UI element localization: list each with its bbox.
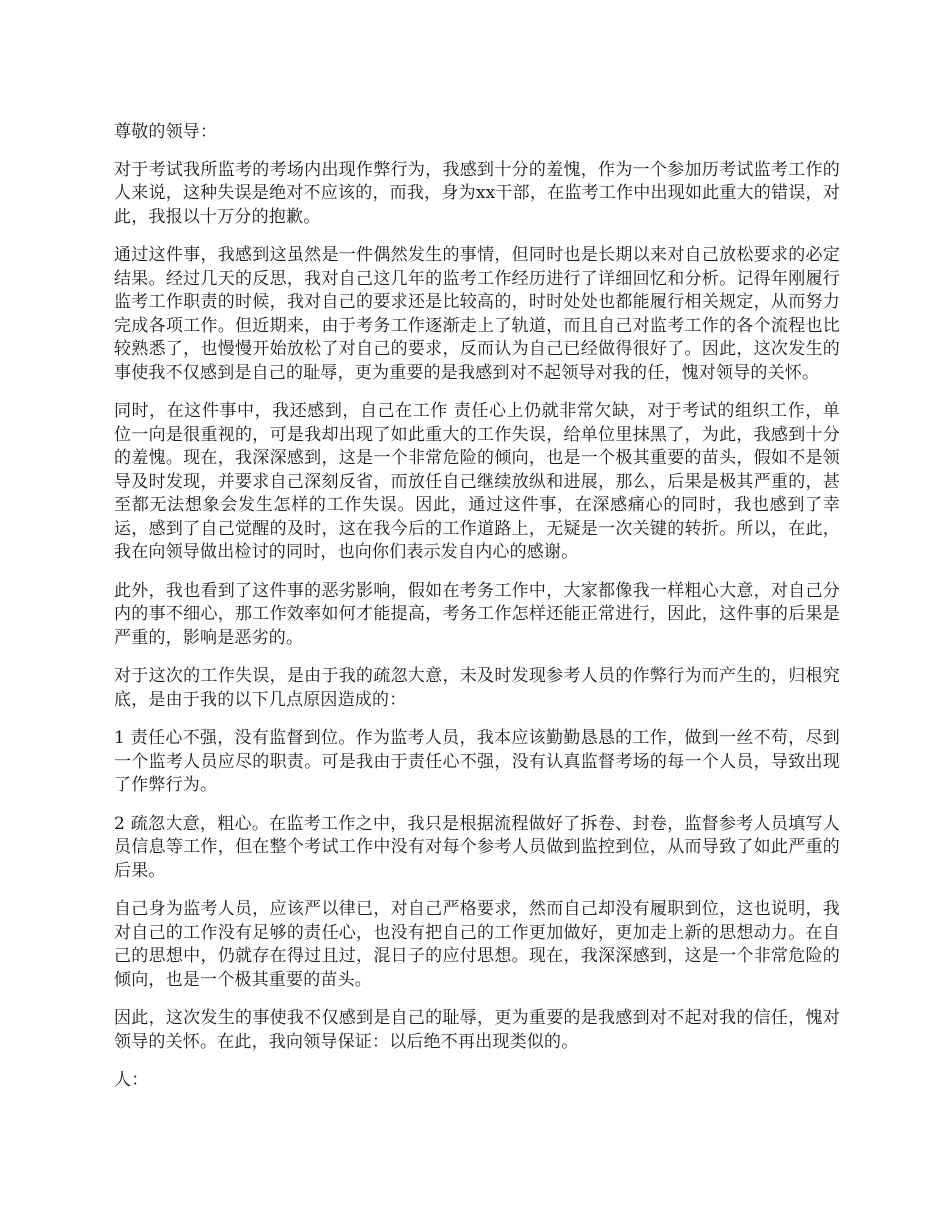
signature-line: 人： xyxy=(114,1070,149,1090)
paragraph-cause-2: 2 疏忽大意，粗心。在监考工作之中，我只是根据流程做好了拆卷、封卷，监督参考人员填写人员信息等工作，但在整个考试工作中没有对每个参考人员做到监控到位，从而导致了如此严重的后果。 xyxy=(114,813,840,881)
paragraph-cause-1: 1 责任心不强，没有监督到位。作为监考人员，我本应该勤勤恳恳的工作，做到一丝不苟，尽到一个监考人员应尽的职责。可是我由于责任心不强，没有认真监督考场的每一个人员，导致出现了作弊行为。 xyxy=(114,728,840,795)
paragraph-conclusion: 因此，这次发生的事使我不仅感到是自己的耻辱，更为重要的是我感到对不起对我的信任，愧对领导的关怀。在此，我向领导保证：以后绝不再出现类似的。 xyxy=(114,1008,840,1052)
paragraph-apology: 对于考试我所监考的考场内出现作弊行为，我感到十分的羞愧，作为一个参加历考试监考工作的人来说，这种失误是绝对不应该的，而我，身为xx干部，在监考工作中出现如此重大的错误，对此，我报以十万分的抱歉。 xyxy=(114,159,840,227)
paragraph-self-assessment: 自己身为监考人员，应该严以律已，对自己严格要求，然而自己却没有履职到位，这也说明，我对自己的工作没有足够的责任心，也没有把自己的工作更加做好，更加走上新的思想动力。在自己的思想中，仍就存在得过且过，混日子的应付思想。现在，我深深感到，这是一个非常危险的倾向，也是一个极其重要的苗头。 xyxy=(114,899,840,990)
paragraph-impact: 此外，我也看到了这件事的恶劣影响，假如在考务工作中，大家都像我一样粗心大意，对自己分内的事不细心，那工作效率如何才能提高，考务工作怎样还能正常进行，因此，这件事的后果是严重的，影响是恶劣的。 xyxy=(114,580,840,648)
paragraph-causes-intro: 对于这次的工作失误，是由于我的疏忽大意，未及时发现参考人员的作弊行为而产生的，归根究底，是由于我的以下几点原因造成的： xyxy=(114,666,840,710)
paragraph-responsibility: 同时，在这件事中，我还感到，自己在工作 责任心上仍就非常欠缺，对于考试的组织工作，单位一向是很重视的，可是我却出现了如此重大的工作失误，给单位里抹黑了，为此，我感到十分的羞愧。现在，我深深感到，这是一个非常危险的倾向，也是一个极其重要的苗头，假如不是领导及时发现，并要求自己深刻反省，而放任自己继续放纵和进展，那么，后果是极其严重的，甚至都无法想象会发生怎样的工作失误。因此，通过这件事，在深感痛心的同时，我也感到了幸运，感到了自己觉醒的及时，这在我今后的工作道路上，无疑是一次关键的转折。所以，在此，我在向领导做出检讨的同时，也向你们表示发自内心的感谢。 xyxy=(114,401,840,562)
paragraph-reflection: 通过这件事，我感到这虽然是一件偶然发生的事情，但同时也是长期以来对自己放松要求的必定结果。经过几天的反思，我对自己这几年的监考工作经历进行了详细回忆和分析。记得年刚履行监考工作职责的时候，我对自己的要求还是比较高的，时时处处也都能履行相关规定，从而努力完成各项工作。但近期来，由于考务工作逐渐走上了轨道，而且自己对监考工作的各个流程也比较熟悉了，也慢慢开始放松了对自己的要求，反而认为自己已经做得很好了。因此，这次发生的事使我不仅感到是自己的耻辱，更为重要的是我感到对不起领导对我的任，愧对领导的关怀。 xyxy=(114,245,840,383)
greeting: 尊敬的领导： xyxy=(114,122,218,142)
document-page xyxy=(114,121,840,1108)
